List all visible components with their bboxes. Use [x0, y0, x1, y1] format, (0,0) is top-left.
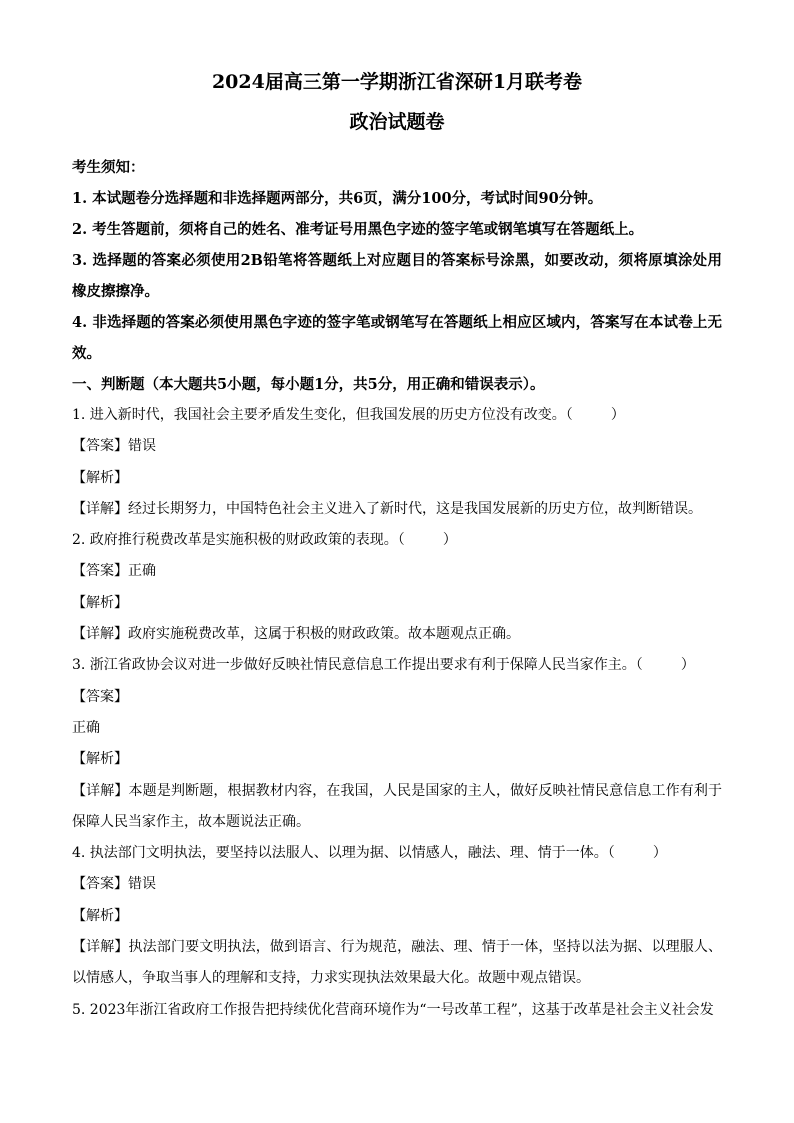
answer-line — [72, 869, 722, 900]
answer-line — [72, 431, 722, 462]
detail-line — [72, 494, 722, 525]
detail-label: 【详解】 — [72, 626, 128, 643]
question-stem: 4. 执法部门文明执法，要坚持以法服人、以理为据、以情感人，融法、理、情于一体。（ ） — [72, 845, 667, 862]
notice-item: 3. 选择题的答案必须使用2B铅笔将答题纸上对应题目的答案标号涂黑，如要改动，须将原填涂处用橡皮擦擦净。 — [72, 252, 722, 300]
analysis-label: 【解析】 — [72, 907, 128, 924]
question-stem: 5. 2023年浙江省政府工作报告把持续优化营商环境作为“一号改革工程”，这基于改革是社会主义社会发 — [72, 1001, 714, 1018]
page-title: 2024届高三第一学期浙江省深研1月联考卷 — [211, 71, 583, 93]
detail-text: 执法部门要文明执法，做到语言、行为规范，融法、理、情于一体，坚持以法为据、以理服人、以情感人，争取当事人的理解和支持，力求实现执法效果最大化。故题中观点错误。 — [72, 939, 723, 987]
page-subtitle: 政治试题卷 — [349, 111, 445, 133]
detail-line — [72, 932, 722, 995]
notice-item: 4. 非选择题的答案必须使用黑色字迹的签字笔或钢笔写在答题纸上相应区域内，答案写在本试卷上无效。 — [72, 314, 722, 362]
section-heading: 一、判断题（本大题共5小题，每小题1分，共5分，用正确和错误表示）。 — [72, 376, 545, 393]
question-stem: 1. 进入新时代，我国社会主要矛盾发生变化，但我国发展的历史方位没有改变。（ ） — [72, 407, 625, 423]
exam-notice — [72, 152, 722, 400]
notice-item: 2. 考生答题前，须将自己的姓名、准考证号用黑色字迹的签字笔或钢笔填写在答题纸上。 — [72, 221, 644, 238]
detail-label: 【详解】 — [72, 939, 129, 956]
answer-value: 错误 — [128, 876, 156, 893]
answer-label: 【答案】 — [72, 688, 128, 705]
question-list — [72, 400, 722, 1026]
answer-value: 错误 — [128, 438, 156, 455]
notice-heading: 考生须知： — [72, 159, 145, 176]
detail-label: 【详解】 — [72, 782, 129, 799]
answer-label: 【答案】 — [72, 563, 128, 580]
answer-label: 【答案】 — [72, 876, 128, 893]
detail-text: 政府实施税费改革，这属于积极的财政政策。故本题观点正确。 — [128, 626, 520, 643]
analysis-label: 【解析】 — [72, 594, 128, 611]
answer-line — [72, 556, 722, 587]
notice-item: 1. 本试题卷分选择题和非选择题两部分，共6页，满分100分，考试时间90分钟。 — [72, 190, 603, 207]
answer-label: 【答案】 — [72, 438, 128, 455]
analysis-label: 【解析】 — [72, 469, 128, 486]
analysis-label: 【解析】 — [72, 751, 128, 768]
detail-line — [72, 619, 722, 650]
question-stem: 3. 浙江省政协会议对进一步做好反映社情民意信息工作提出要求有利于保障人民当家作主。（ ） — [72, 657, 695, 674]
detail-line — [72, 776, 722, 839]
question-stem: 2. 政府推行税费改革是实施积极的财政政策的表现。（ ） — [72, 532, 457, 549]
detail-text: 本题是判断题，根据教材内容，在我国，人民是国家的主人，做好反映社情民意信息工作有利于保障人民当家作主，故本题说法正确。 — [72, 782, 723, 830]
answer-value: 正确 — [128, 563, 156, 580]
detail-label: 【详解】 — [72, 500, 128, 517]
answer-value: 正确 — [72, 719, 100, 736]
detail-text: 经过长期努力，中国特色社会主义进入了新时代，这是我国发展新的历史方位，故判断错误。 — [128, 500, 702, 517]
